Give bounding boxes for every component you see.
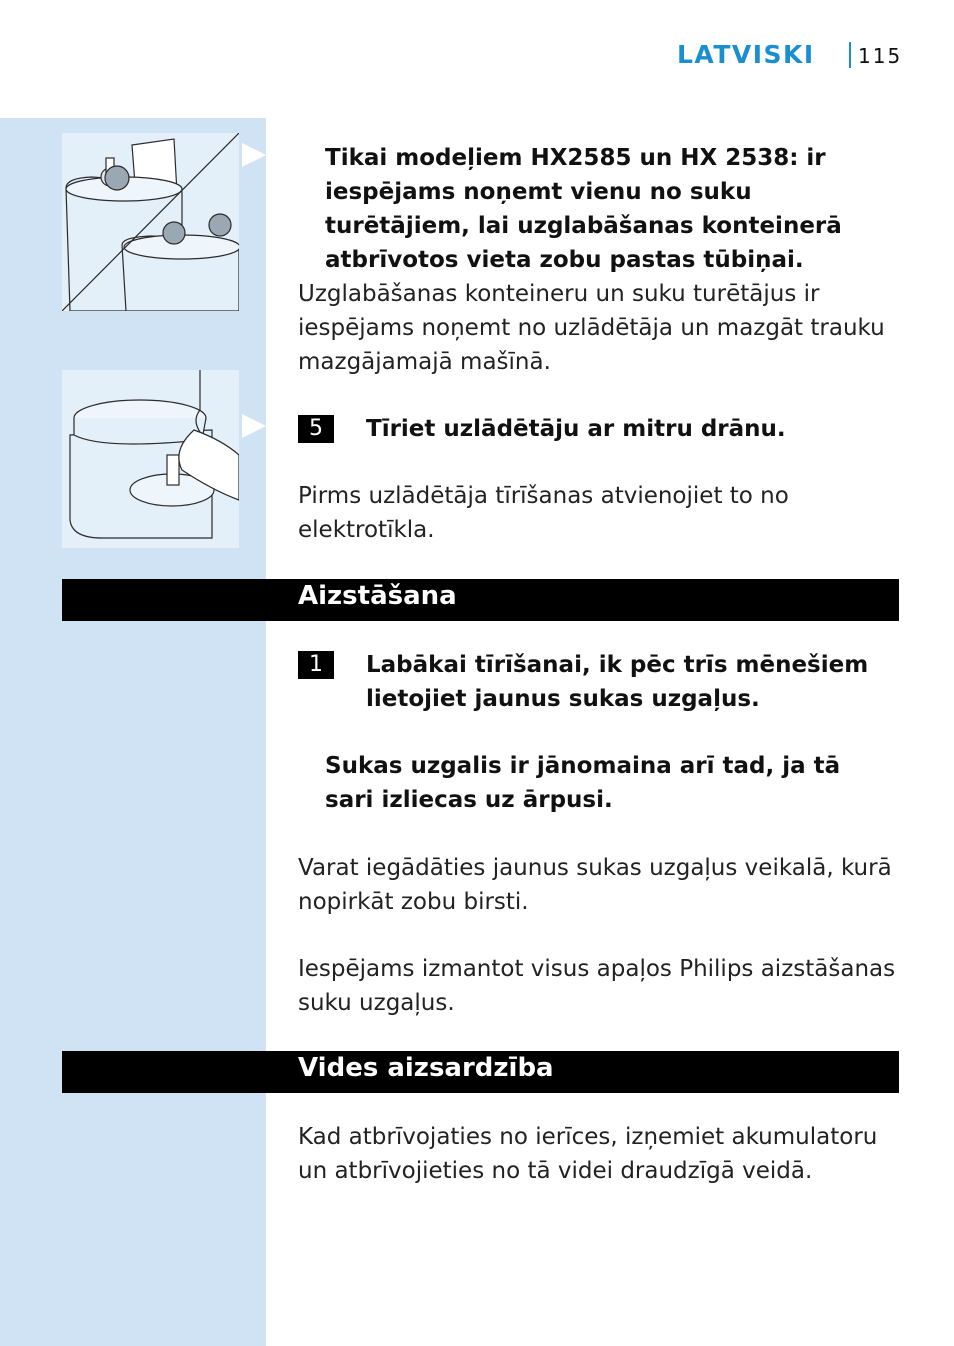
step-text: Tīriet uzlādētāju ar mitru drānu.	[366, 416, 786, 442]
language-label: LATVISKI	[677, 40, 815, 69]
charger-cloth-icon	[62, 370, 239, 548]
section-title: Vides aizsardzība	[298, 1053, 554, 1083]
step-number: 1	[298, 651, 334, 679]
buy-note: Varat iegādāties jaunus sukas uzgaļus veikalā, kurā nopirkāt zobu birsti.	[298, 855, 892, 915]
charger-cleaning-illustration	[62, 370, 239, 548]
step-number: 5	[298, 415, 334, 443]
page-number: 115	[858, 44, 903, 68]
storage-container-icon	[62, 133, 239, 311]
step-text: Labākai tīrīšanai, ik pēc trīs mēnešiem lietojiet jaunus sukas uzgaļus.	[366, 652, 869, 712]
section-title: Aizstāšana	[298, 581, 457, 611]
unplug-note: Pirms uzlādētāja tīrīšanas atvienojiet to no elektrotīkla.	[298, 483, 789, 543]
illustration-pointer	[242, 143, 266, 167]
replace-note: Sukas uzgalis ir jānomaina arī tad, ja tā sari izliecas uz ārpusi.	[325, 753, 841, 813]
environment-note: Kad atbrīvojaties no ierīces, izņemiet akumulatoru un atbrīvojieties no tā videi draudzīgā veidā.	[298, 1124, 878, 1184]
dishwasher-note: Uzglabāšanas konteineru un suku turētājus ir iespējams noņemt no uzlādētāja un mazgāt trauku mazgājamajā mašīnā.	[298, 281, 885, 375]
storage-container-illustration	[62, 133, 239, 311]
model-note: Tikai modeļiem HX2585 un HX 2538: ir iespējams noņemt vienu no suku turētājiem, lai uzglabāšanas konteinerā atbrīvotos vieta zobu pastas tūbiņai.	[325, 145, 842, 273]
illustration-pointer	[242, 414, 266, 438]
compat-note: Iespējams izmantot visus apaļos Philips aizstāšanas suku uzgaļus.	[298, 956, 896, 1016]
section-bar	[62, 579, 899, 621]
header-divider	[849, 42, 851, 68]
